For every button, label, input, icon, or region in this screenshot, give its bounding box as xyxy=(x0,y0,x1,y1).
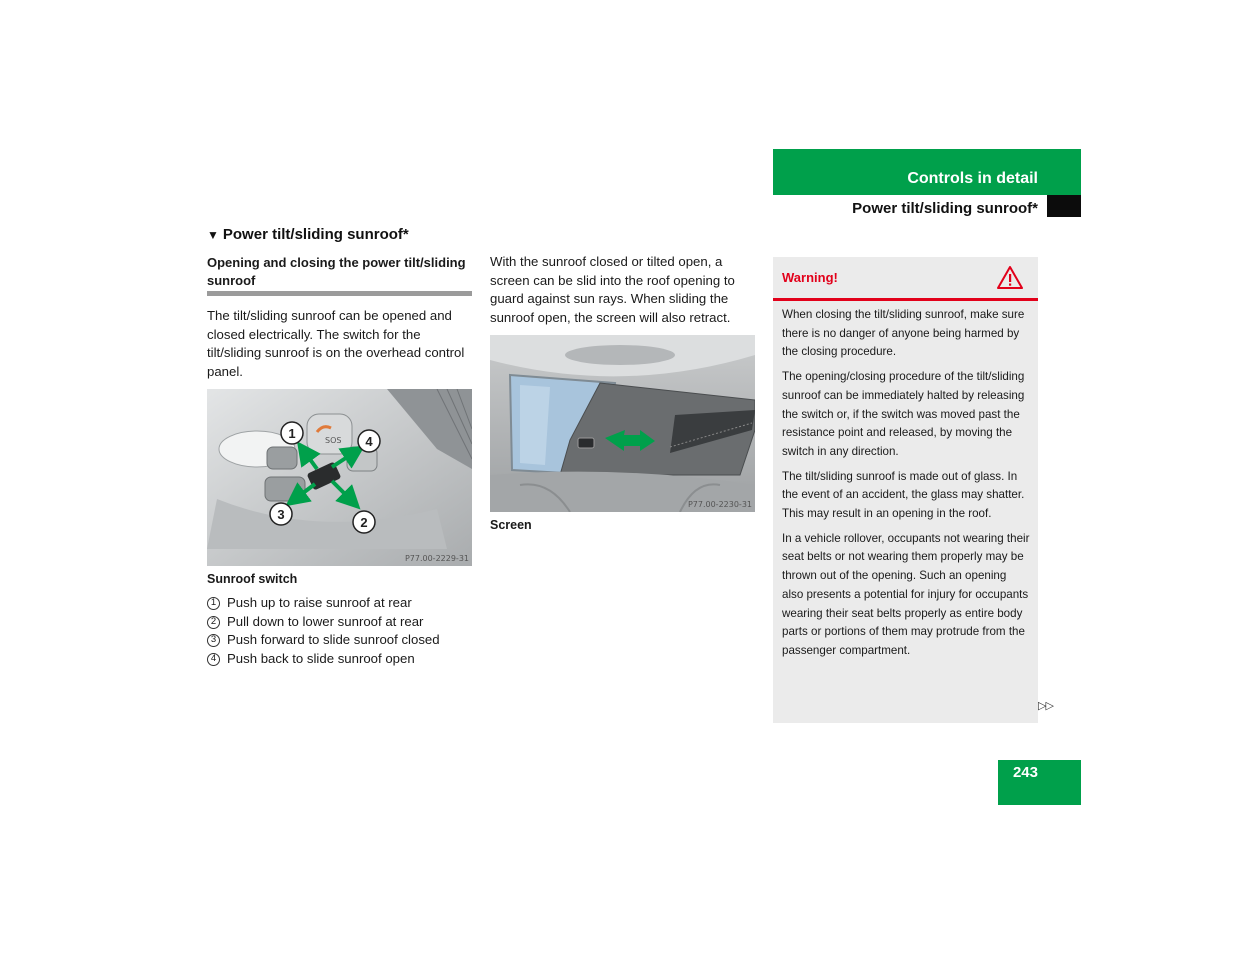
callout-2 xyxy=(353,511,375,533)
item-text: Push up to raise sunroof at rear xyxy=(227,595,412,610)
section-title-text: Power tilt/sliding sunroof* xyxy=(222,226,409,243)
sunroof-screen-illustration xyxy=(490,335,755,512)
figure2-code: P77.00-2230-31 xyxy=(687,500,752,509)
figure1-caption: Sunroof switch xyxy=(207,572,298,586)
warning-paragraph: The tilt/sliding sunroof is made out of glass. In the event of an accident, the glass may shatter. This may result in an opening in the roof. xyxy=(782,469,1025,521)
list-item xyxy=(207,631,477,650)
item-text: Push forward to slide sunroof closed xyxy=(227,632,440,648)
section-title xyxy=(207,226,409,243)
warning-paragraph: In a vehicle rollover, occupants not wearing their seat belts or not wearing them properly may be thrown out of the opening. Such an opening also presents a potential for injury for occupants wearing their seat belts properly as entire body parts or portions of them may protrude from the passenger compartment. xyxy=(782,531,1030,657)
screen-paragraph: With the sunroof closed or tilted open, a screen can be slid into the roof opening to guard against sun rays. When sliding the sunroof open, the screen will also retract. xyxy=(490,254,735,326)
item-number: 3 xyxy=(207,634,220,647)
svg-text:1: 1 xyxy=(288,426,296,441)
warning-triangle-icon xyxy=(996,265,1024,290)
item-number: 2 xyxy=(207,616,220,629)
page-number: 243 xyxy=(1012,764,1038,781)
item-number: 1 xyxy=(207,597,220,610)
header-black-tab xyxy=(1047,195,1081,217)
subheading-rule xyxy=(207,291,472,296)
section-running-head: Power tilt/sliding sunroof* xyxy=(852,200,1038,217)
callout-3 xyxy=(270,503,292,525)
callout-4 xyxy=(358,430,380,452)
sos-label: SOS xyxy=(325,436,342,445)
sunroof-screen-figure xyxy=(490,335,755,512)
continued-arrows-icon: ▷▷ xyxy=(1038,700,1053,712)
sunroof-switch-illustration xyxy=(207,389,472,566)
item-number: 4 xyxy=(207,653,220,666)
warning-paragraph: When closing the tilt/sliding sunroof, make sure there is no danger of anyone being harmed by the closing procedure. xyxy=(782,308,1025,359)
switch-function-list xyxy=(207,594,477,669)
svg-text:4: 4 xyxy=(365,434,373,449)
triangle-down-icon: ▼ xyxy=(207,228,219,242)
list-item xyxy=(207,594,477,613)
svg-text:2: 2 xyxy=(360,515,368,530)
warning-paragraph: The opening/closing procedure of the tilt/sliding sunroof can be immediately halted by releasing the switch or, if the switch was moved past the resistance point and released, by moving the switch in any direction. xyxy=(782,370,1025,458)
chapter-title: Controls in detail xyxy=(907,170,1038,187)
list-item xyxy=(207,650,477,669)
item-text: Push back to slide sunroof open xyxy=(227,651,415,667)
warning-title: Warning! xyxy=(782,270,838,285)
figure1-code: P77.00-2229-31 xyxy=(404,554,469,563)
list-item xyxy=(207,613,477,632)
intro-paragraph: The tilt/sliding sunroof can be opened and closed electrically. The switch for the tilt/sliding sunroof is on the overhead control panel. xyxy=(207,308,465,380)
sunroof-switch-figure xyxy=(207,389,472,566)
subheading: Opening and closing the power tilt/sliding sunroof xyxy=(207,255,466,288)
item-text: Pull down to lower sunroof at rear xyxy=(227,613,424,629)
svg-text:3: 3 xyxy=(277,507,285,522)
callout-1 xyxy=(281,422,303,444)
figure2-caption: Screen xyxy=(490,518,532,532)
warning-rule xyxy=(773,298,1038,301)
warning-text xyxy=(782,306,1030,667)
